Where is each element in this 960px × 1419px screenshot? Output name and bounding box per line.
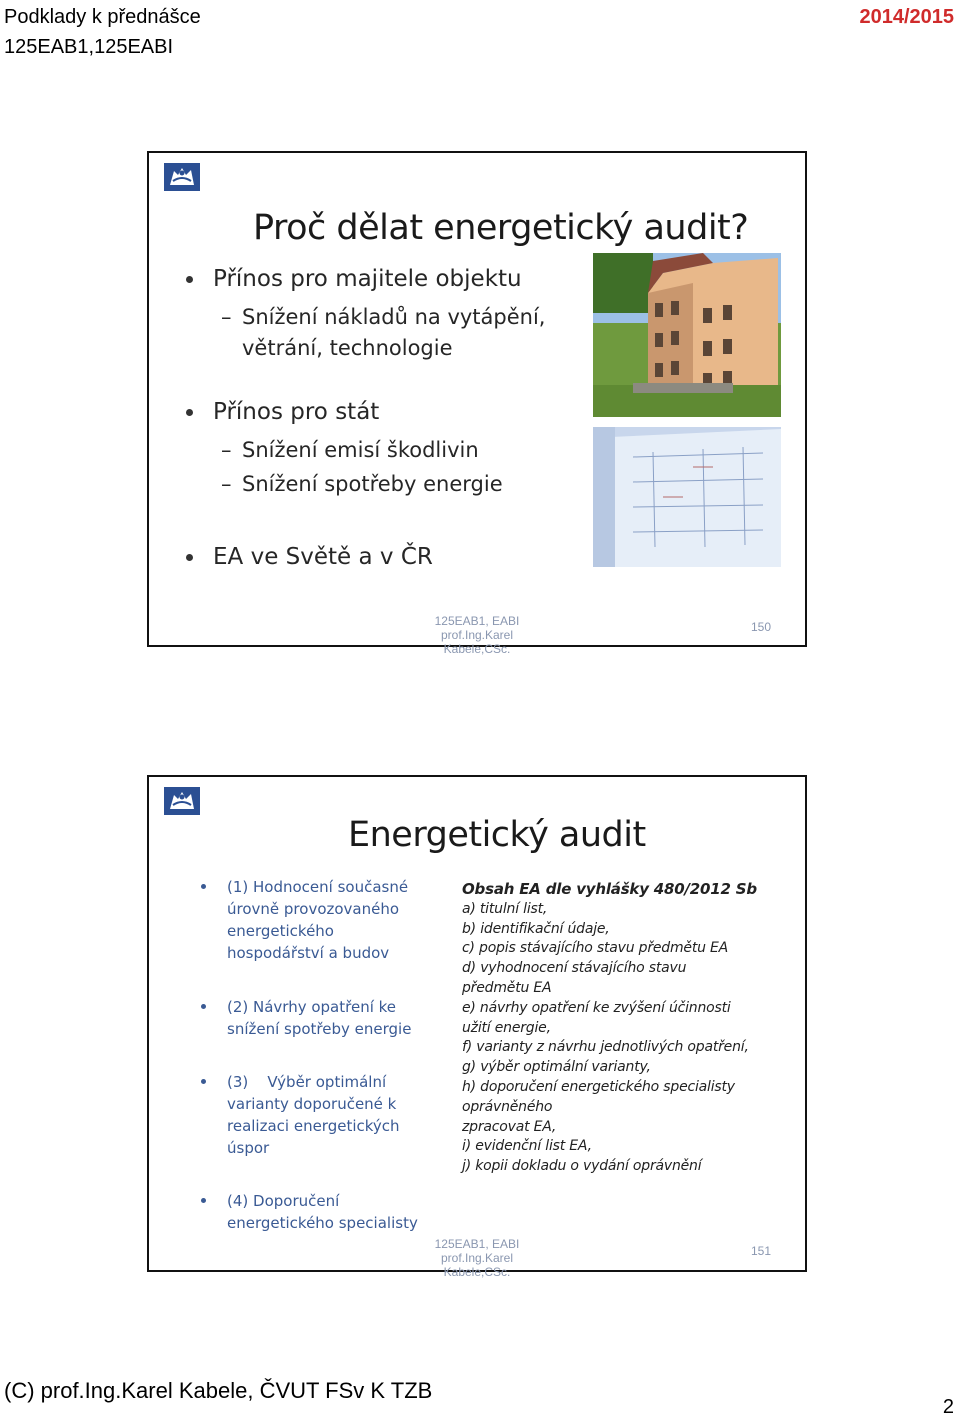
obsah-item: c) popis stávajícího stavu předmětu EA (462, 940, 729, 957)
sub-bullet-costs: – Snížení nákladů na vytápění, větrání, technologie (242, 302, 545, 364)
bullet-line: (1) Hodnocení současné (227, 878, 409, 896)
bullet-state (213, 399, 379, 425)
obsah-item: oprávněného (462, 1098, 553, 1115)
bullet-evaluation (227, 876, 408, 964)
slide-footer (397, 614, 557, 656)
sub-bullet-text: Snížení spotřeby energie (242, 472, 503, 496)
obsah-item: f) varianty z návrhu jednotlivých opatření, (462, 1039, 749, 1056)
bullet-line: energetického specialisty (227, 1214, 418, 1232)
obsah-ea-list (462, 880, 792, 1177)
slide-150 (147, 151, 807, 656)
slide-footer-line2: Kabele,CSc. (443, 1265, 511, 1279)
obsah-item: e) návrhy opatření ke zvýšení účinnosti (462, 999, 731, 1016)
bullet-recommendation (227, 1190, 418, 1234)
sub-bullet-emissions: – Snížení emisí škodlivin (242, 435, 479, 466)
slide-title: Proč dělat energetický audit? (253, 208, 749, 248)
bullet-text: Přínos pro stát (213, 399, 380, 425)
obsah-item: užití energie, (462, 1019, 551, 1036)
bullet-line: (3) Výběr optimální (227, 1073, 387, 1091)
bullet-owner (213, 266, 522, 292)
bullet-line: varianty doporučené k (227, 1095, 397, 1113)
page-footer-author: (C) prof.Ing.Karel Kabele, ČVUT FSv K TZB (4, 1378, 433, 1403)
sub-bullet-text: Snížení nákladů na vytápění, (242, 305, 546, 329)
bullet-dot (186, 276, 193, 283)
bullet-measures (227, 996, 411, 1040)
bullet-variant (227, 1071, 400, 1159)
ctu-lion-logo-icon (164, 787, 200, 815)
sub-bullet-text: Snížení emisí škodlivin (242, 438, 479, 462)
bullet-text: EA ve Světě a v ČR (213, 544, 433, 570)
obsah-item: i) evidenční list EA, (462, 1138, 592, 1155)
bullet-dot (186, 409, 193, 416)
slide-footer-line1: 125EAB1, EABI prof.Ing.Karel (434, 1237, 520, 1265)
page-header (4, 2, 201, 62)
header-year: 2014/2015 (859, 6, 954, 28)
obsah-item: h) doporučení energetického specialisty (462, 1078, 735, 1095)
bullet-text: Přínos pro majitele objektu (213, 266, 522, 292)
ctu-lion-logo-icon (164, 163, 200, 191)
bullet-line: úspor (227, 1139, 270, 1157)
sub-bullet-text-cont: větrání, technologie (242, 336, 453, 360)
bullet-line: realizaci energetických (227, 1117, 400, 1135)
slide-151 (147, 775, 807, 1279)
header-title: Podklady k přednášce (4, 6, 201, 28)
bullet-line: hospodářství a budov (227, 944, 390, 962)
obsah-item: j) kopii dokladu o vydání oprávnění (462, 1158, 702, 1175)
slide-number: 150 (751, 620, 772, 634)
bullet-dot (201, 884, 206, 889)
obsah-item: g) výběr optimální varianty, (462, 1059, 651, 1076)
obsah-item: zpracovat EA, (462, 1118, 557, 1135)
slide-footer-line2: Kabele,CSc. (443, 642, 511, 656)
bullet-dot (201, 1004, 206, 1009)
slide-number: 151 (751, 1244, 772, 1258)
sub-bullet-energy: – Snížení spotřeby energie (242, 469, 503, 500)
obsah-item: b) identifikační údaje, (462, 920, 610, 937)
bullet-line: (4) Doporučení (227, 1192, 340, 1210)
page-number: 2 (942, 1396, 954, 1418)
bullet-line: snížení spotřeby energie (227, 1020, 412, 1038)
slide-title: Energetický audit (348, 815, 646, 855)
drawing-photo (593, 427, 781, 567)
bullet-line: (2) Návrhy opatření ke (227, 998, 397, 1016)
slide-footer (397, 1237, 557, 1279)
obsah-heading: Obsah EA dle vyhlášky 480/2012 Sb (462, 880, 757, 898)
obsah-item: předmětu EA (462, 979, 552, 996)
slide-footer-line1: 125EAB1, EABI prof.Ing.Karel (434, 614, 520, 642)
building-photo (593, 253, 781, 417)
bullet-line: energetického (227, 922, 334, 940)
bullet-dot (201, 1079, 206, 1084)
bullet-dot (186, 554, 193, 561)
bullet-dot (201, 1198, 206, 1203)
obsah-item: d) vyhodnocení stávajícího stavu (462, 960, 687, 977)
header-course-codes: 125EAB1,125EABI (4, 36, 174, 58)
bullet-world (213, 544, 433, 570)
obsah-item: a) titulní list, (462, 900, 548, 917)
bullet-line: úrovně provozovaného (227, 900, 400, 918)
